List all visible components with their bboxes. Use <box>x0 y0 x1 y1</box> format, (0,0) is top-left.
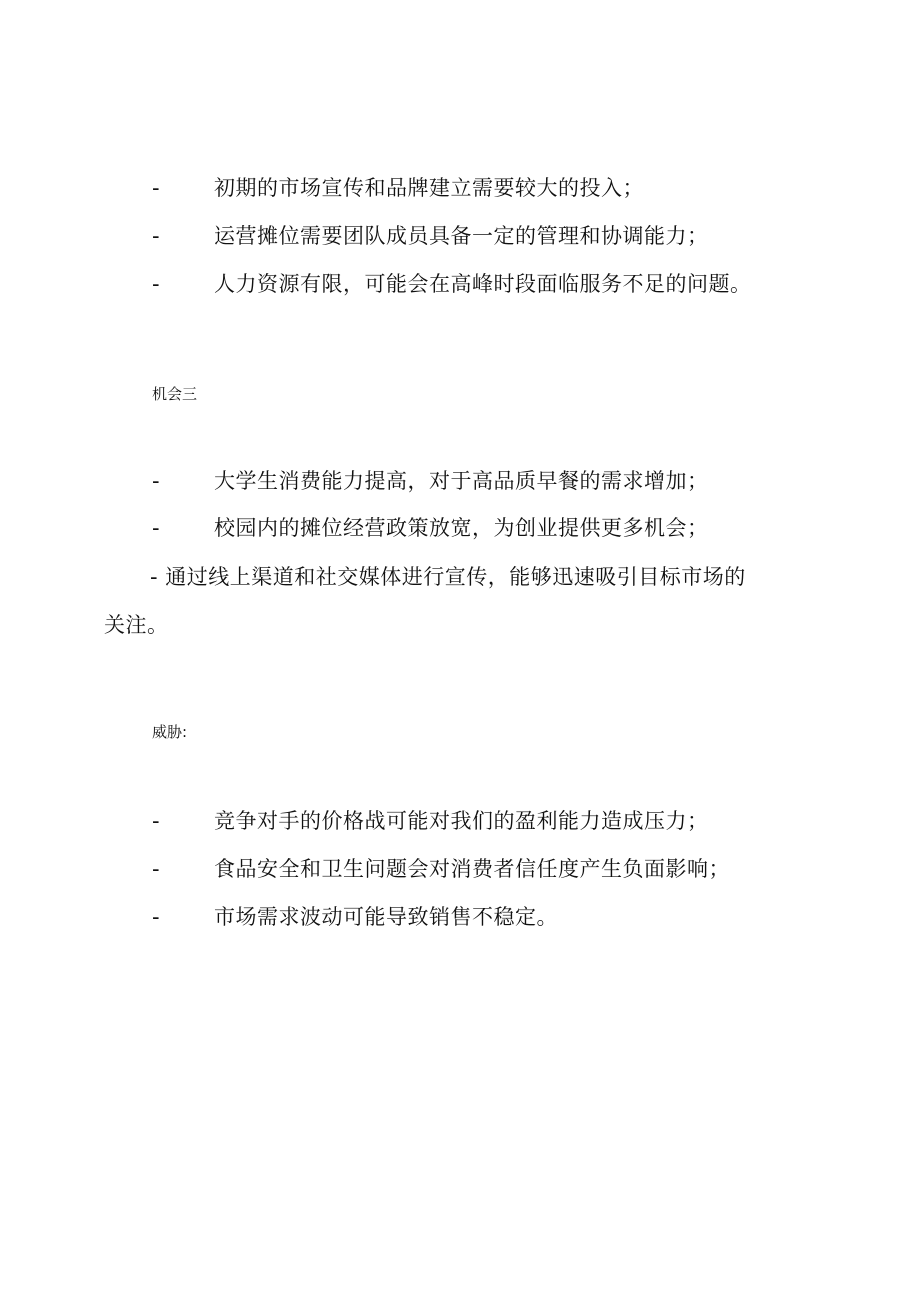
opportunity-wrapped-line: 关注。 <box>104 613 169 637</box>
bullet-dash: - <box>152 857 160 881</box>
section-heading-threats: 威胁: <box>152 723 188 741</box>
weakness-item <box>0 264 920 304</box>
weakness-text: 初期的市场宣传和品牌建立需要较大的投入； <box>214 176 644 200</box>
opportunity-item <box>0 461 920 501</box>
section-heading-opportunities: 机会三 <box>152 385 198 403</box>
weakness-text: 人力资源有限，可能会在高峰时段面临服务不足的问题。 <box>214 272 752 296</box>
bullet-dash: - <box>152 809 160 833</box>
opportunity-wrapped-item <box>104 553 824 649</box>
opportunity-wrapped-line: - 通过线上渠道和社交媒体进行宣传，能够迅速吸引目标市场的 <box>150 565 746 589</box>
threat-text: 市场需求波动可能导致销售不稳定。 <box>214 905 558 929</box>
weakness-text: 运营摊位需要团队成员具备一定的管理和协调能力； <box>214 224 709 248</box>
weakness-item <box>0 168 920 208</box>
bullet-dash: - <box>152 224 160 248</box>
threat-item <box>0 801 920 841</box>
bullet-dash: - <box>152 469 160 493</box>
opportunity-text: 校园内的摊位经营政策放宽，为创业提供更多机会； <box>214 516 709 540</box>
threat-item <box>0 849 920 889</box>
bullet-dash: - <box>152 272 160 296</box>
bullet-dash: - <box>152 516 160 540</box>
threat-text: 食品安全和卫生问题会对消费者信任度产生负面影响； <box>214 857 730 881</box>
threat-item <box>0 897 920 937</box>
bullet-dash: - <box>152 176 160 200</box>
opportunity-text: 大学生消费能力提高，对于高品质早餐的需求增加； <box>214 469 709 493</box>
weakness-item <box>0 216 920 256</box>
opportunity-item <box>0 508 920 548</box>
threat-text: 竞争对手的价格战可能对我们的盈利能力造成压力； <box>214 809 709 833</box>
bullet-dash: - <box>152 905 160 929</box>
